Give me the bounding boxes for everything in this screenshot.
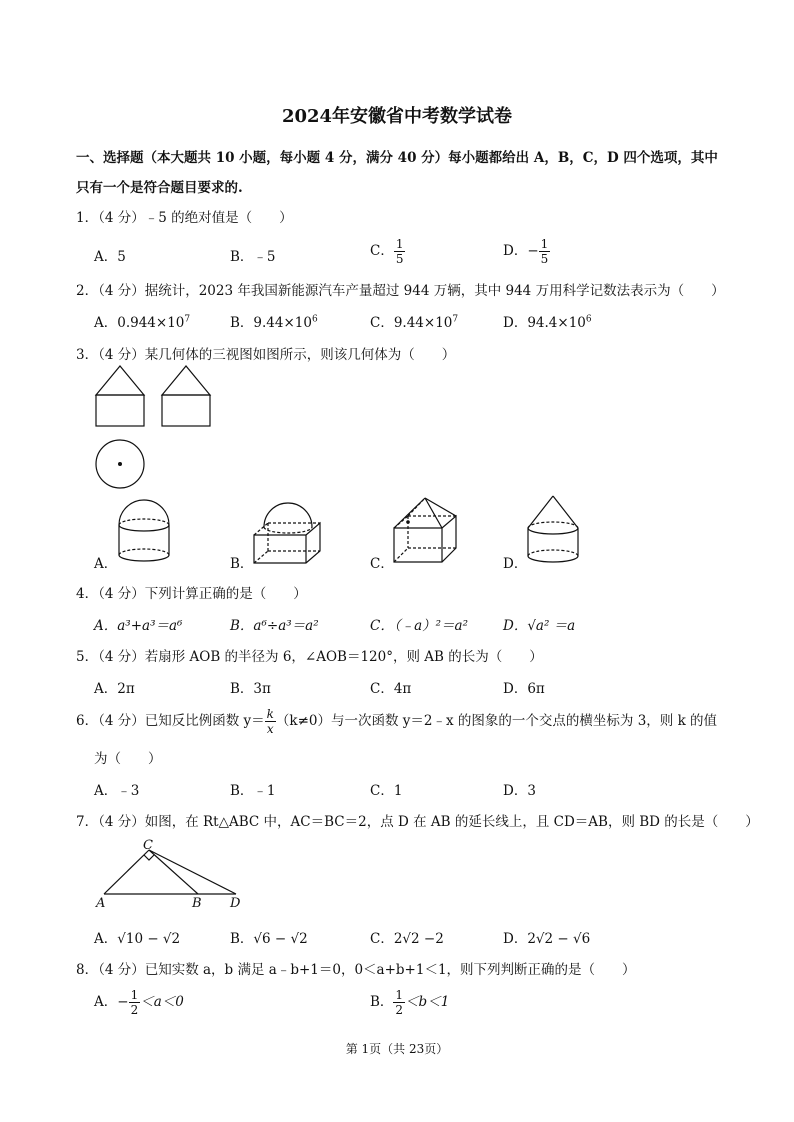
q2-c-base: C．9.44×10 [370,315,453,331]
q1-option-b: B．﹣5 [230,249,276,265]
q8-a-fraction [129,988,141,1017]
q4-option-b: B．a⁶÷a³＝a² [230,618,319,634]
paper-title: 2024年安徽省中考数学试卷 [281,106,513,127]
point-c-label: C [143,838,153,853]
page-footer: 第 1页（共 23页） [345,1042,449,1056]
q1-option-a: A．5 [94,249,126,265]
q6-option-d: D．3 [503,783,536,799]
q1-option-c [370,237,405,266]
q3-option-a: A． [94,556,118,572]
section-heading-line2: 只有一个是符合题目要求的. [76,180,243,196]
side-view-rect [162,395,210,426]
q6-fraction [265,707,276,736]
q5-option-d: D．6π [503,681,545,697]
q1-option-d-label: D．− [503,243,539,259]
q6-numerator: k [266,707,274,721]
q4-option-c: C．（﹣a）²＝a² [370,618,469,634]
q8-b-label: B． [370,994,394,1010]
q2-c-exponent: 7 [452,314,459,325]
q2-d-base: D．94.4×10 [503,315,586,331]
right-angle-mark [144,855,154,860]
q3-option-d: D． [503,556,528,572]
q3-option-d-figure [518,492,588,564]
q8-b-numerator: 1 [395,988,404,1002]
q5-option-b: B．3π [230,681,271,697]
q8-option-a [94,988,184,1017]
q4-option-d: D．√a² ＝a [503,618,576,634]
q8-b-denominator: 2 [395,1003,404,1017]
question-5-stem: 5．（4 分）若扇形 AOB 的半径为 6，∠AOB＝120°，则 AB 的长为（ ） [76,649,543,665]
q3-option-b: B． [230,556,254,572]
question-4-stem: 4．（4 分）下列计算正确的是（ ） [76,586,307,602]
q8-option-b [370,988,449,1017]
q8-a-denominator: 2 [130,1003,139,1017]
q8-a-numerator: 1 [130,988,139,1002]
q7-option-a: A．√10 − √2 [94,931,181,947]
q4-option-a: A．a³+a³＝a⁶ [94,618,183,634]
question-3-stem: 3．（4 分）某几何体的三视图如图所示，则该几何体为（ ） [76,347,456,363]
segment-cb [149,850,198,894]
q8-b-fraction [393,988,405,1017]
q2-option-c [370,311,458,331]
point-b-label: B [192,896,202,911]
q7-option-b: B．√6 − √2 [230,931,308,947]
q1-d-numerator: 1 [540,237,549,251]
q3-option-c-figure [388,492,468,564]
q6-option-b: B．﹣1 [230,783,276,799]
three-view-drawing [90,360,230,500]
segment-ac [104,850,149,894]
q7-option-c: C．2√2 −2 [370,931,444,947]
q8-a-post: ＜a＜0 [140,994,184,1010]
q3-option-c: C． [370,556,394,572]
q3-option-a-figure [110,495,180,565]
q2-a-exponent: 7 [184,314,191,325]
q2-option-d [503,311,592,331]
front-view-triangle [96,366,144,395]
front-view-rect [96,395,144,426]
q6-option-a: A．﹣3 [94,783,140,799]
question-6-stem [76,707,717,736]
q1-option-c-label: C． [370,243,394,259]
q8-b-post: ＜b＜1 [405,994,450,1010]
segment-cd [149,850,236,894]
q1-d-denominator: 5 [540,252,549,266]
top-view-center-dot [118,462,122,466]
q7-triangle-figure [92,836,252,902]
point-a-label: A [96,896,106,911]
q3-option-b-figure [250,495,330,565]
side-view-triangle [162,366,210,395]
q1-option-d-fraction [539,237,551,266]
question-2-stem: 2．（4 分）据统计，2023 年我国新能源汽车产量超过 944 万辆，其中 944 万用科学记数法表示为（ ） [76,283,725,299]
q2-b-base: B．9.44×10 [230,315,312,331]
q1-option-c-fraction [394,237,406,266]
q2-option-a [94,311,190,331]
q1-option-d [503,237,550,266]
q5-option-c: C．4π [370,681,412,697]
q6-option-c: C．1 [370,783,403,799]
q1-c-denominator: 5 [395,252,404,266]
q6-stem-pre: 6．（4 分）已知反比例函数 y＝ [76,713,265,729]
q2-a-base: A．0.944×10 [94,315,185,331]
question-1-stem: 1．（4 分）﹣5 的绝对值是（ ） [76,210,293,226]
q8-a-label: A．− [94,994,129,1010]
q6-stem-post: （k≠0）与一次函数 y＝2﹣x 的图象的一个交点的横坐标为 3，则 k 的值 [275,713,718,729]
question-8-stem: 8．（4 分）已知实数 a，b 满足 a﹣b+1＝0，0＜a+b+1＜1，则下列判断正确的是（ ） [76,962,636,978]
q7-option-d: D．2√2 − √6 [503,931,591,947]
question-7-stem: 7．（4 分）如图，在 Rt△ABC 中，AC＝BC＝2，点 D 在 AB 的延长线上，且 CD＝AB，则 BD 的长是（ ） [76,814,759,830]
q5-option-a: A．2π [94,681,135,697]
q2-d-exponent: 6 [585,314,592,325]
point-d-label: D [230,896,241,911]
q6-denominator: x [266,722,274,736]
q2-b-exponent: 6 [311,314,318,325]
section-heading-line1: 一、选择题（本大题共 10 小题，每小题 4 分，满分 40 分）每小题都给出 A，B，C，D 四个选项，其中 [76,150,718,166]
q1-c-numerator: 1 [395,237,404,251]
question-6-stem-line2: 为（ ） [94,751,162,767]
q2-option-b [230,311,318,331]
